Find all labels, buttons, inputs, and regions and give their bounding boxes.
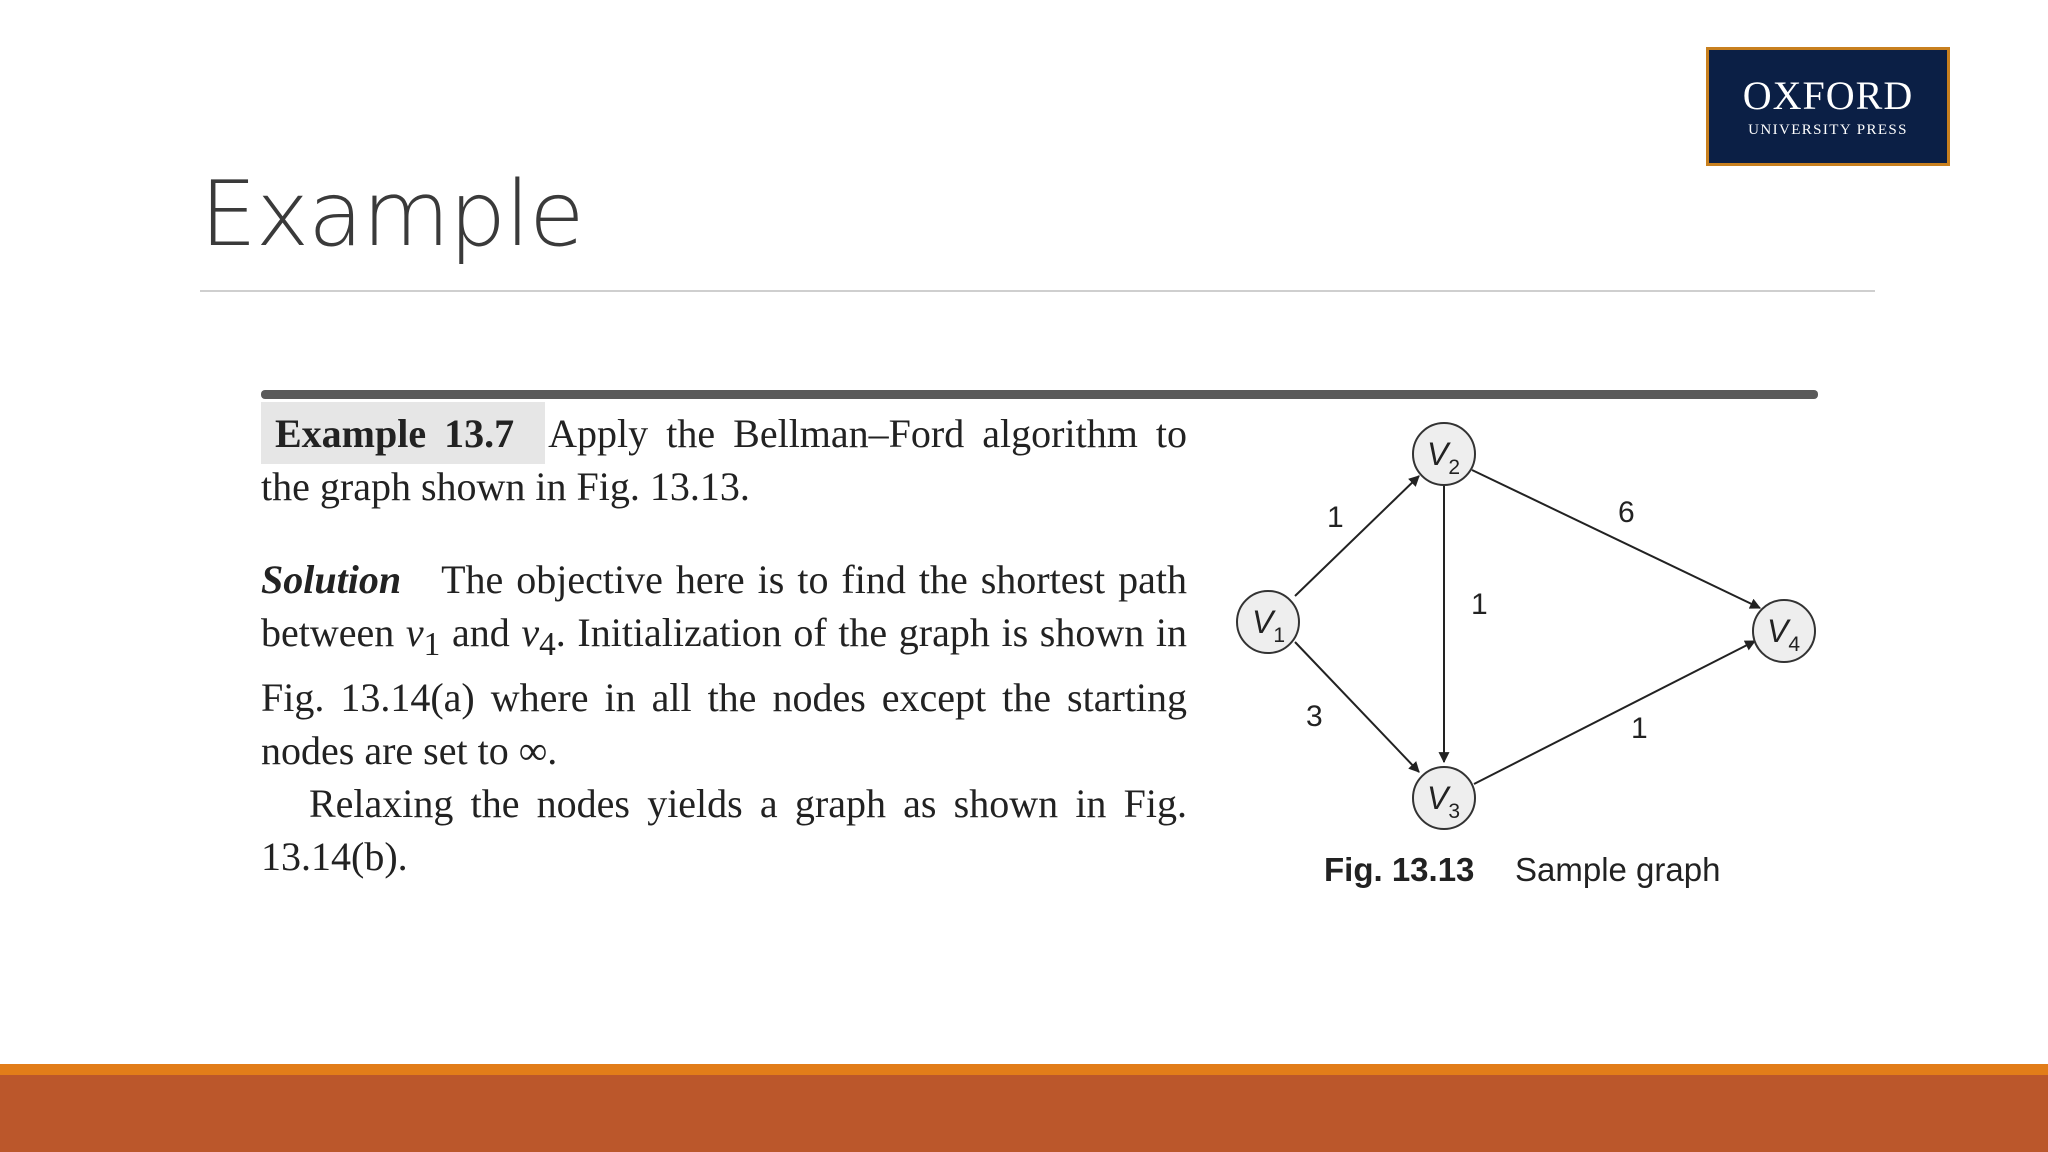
sample-graph-figure xyxy=(1200,400,1850,900)
graph-diagram xyxy=(1200,400,1850,900)
example-paragraph xyxy=(261,407,1187,513)
publisher-logo xyxy=(1706,47,1950,166)
footer-accent-stripe xyxy=(0,1064,2048,1075)
logo-subtitle: UNIVERSITY PRESS xyxy=(1748,122,1908,138)
footer-band xyxy=(0,1075,2048,1152)
var-v1: v xyxy=(405,610,424,655)
example-label: Example 13.7 xyxy=(275,411,515,456)
slide-title: Example xyxy=(200,162,584,267)
var-v4-sub: 4 xyxy=(539,626,556,663)
relax-paragraph: Relaxing the nodes yields a graph as shown in Fig. 13.14(b). xyxy=(261,781,1187,879)
edge-v1-v2 xyxy=(1295,476,1419,596)
weight-v2-v4: 6 xyxy=(1618,496,1635,529)
node-v2-label: $V_2$ xyxy=(1427,436,1461,479)
node-v4-label: $V_4$ xyxy=(1767,613,1801,656)
logo-name: OXFORD xyxy=(1742,73,1914,118)
book-top-rule xyxy=(261,390,1818,399)
node-v4 xyxy=(1753,600,1815,662)
node-v3-label: $V_3$ xyxy=(1427,780,1461,823)
solution-paragraph xyxy=(261,553,1187,777)
var-v1-sub: 1 xyxy=(423,626,441,663)
node-v1 xyxy=(1237,591,1299,653)
weight-v3-v4: 1 xyxy=(1631,712,1648,745)
solution-text-end: . Initialization of the graph is shown in Fig. 13.14(a) where in all the nodes except the starting nodes are set to ∞. xyxy=(261,610,1187,773)
solution-and: and xyxy=(440,610,522,655)
var-v4: v xyxy=(521,610,540,655)
weight-v2-v3: 1 xyxy=(1471,588,1488,621)
weight-v1-v3: 3 xyxy=(1306,700,1323,733)
edge-v2-v4 xyxy=(1472,470,1760,608)
node-v2 xyxy=(1413,423,1475,485)
figure-caption-text: Sample graph xyxy=(1515,851,1721,888)
solution-label: Solution xyxy=(261,557,402,602)
edge-v3-v4 xyxy=(1474,641,1755,784)
solution-text-start: The objective here is to find the shortest path between xyxy=(261,557,1187,655)
weight-v1-v2: 1 xyxy=(1327,501,1344,534)
example-intro: Apply the Bellman–Ford algorithm to the graph shown in Fig. 13.13. xyxy=(261,411,1187,509)
figure-caption-label: Fig. 13.13 xyxy=(1324,851,1475,888)
book-excerpt xyxy=(261,407,1187,883)
node-v1-label: $V_1$ xyxy=(1252,604,1286,647)
title-divider xyxy=(200,290,1875,292)
node-v3 xyxy=(1413,767,1475,829)
